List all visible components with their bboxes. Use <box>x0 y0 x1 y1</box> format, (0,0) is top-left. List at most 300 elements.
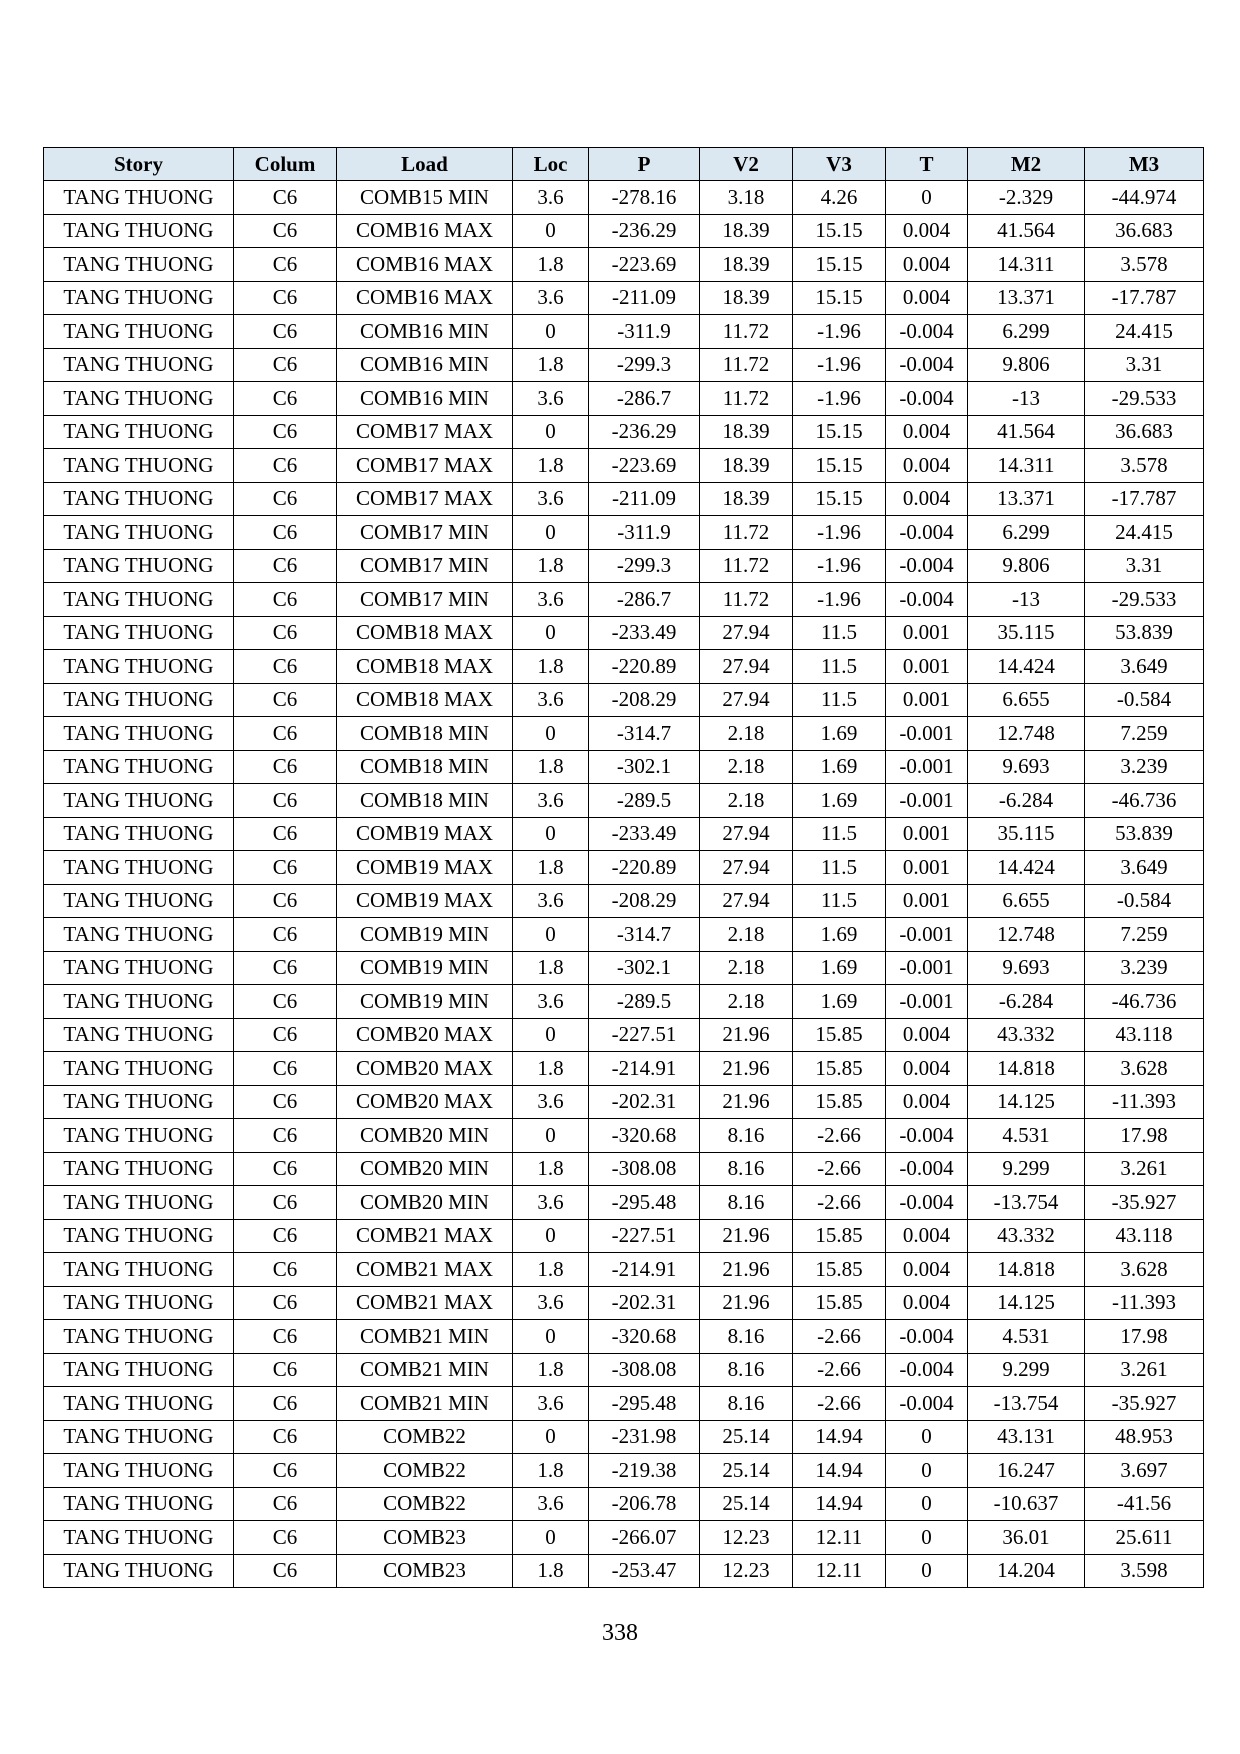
cell-loc: 1.8 <box>513 650 589 684</box>
cell-p: -311.9 <box>589 516 700 550</box>
cell-v3: 11.5 <box>793 683 886 717</box>
cell-t: 0.004 <box>886 1253 968 1287</box>
cell-m3: 3.239 <box>1085 750 1204 784</box>
cell-v2: 12.23 <box>700 1521 793 1555</box>
cell-load: COMB18 MIN <box>337 750 513 784</box>
cell-p: -320.68 <box>589 1119 700 1153</box>
cell-m3: 7.259 <box>1085 717 1204 751</box>
cell-story: TANG THUONG <box>44 1554 234 1588</box>
cell-story: TANG THUONG <box>44 1186 234 1220</box>
cell-v3: 15.85 <box>793 1018 886 1052</box>
cell-t: 0.004 <box>886 281 968 315</box>
cell-story: TANG THUONG <box>44 248 234 282</box>
table-row <box>44 248 1204 282</box>
cell-load: COMB16 MAX <box>337 281 513 315</box>
cell-loc: 3.6 <box>513 985 589 1019</box>
cell-v2: 2.18 <box>700 784 793 818</box>
cell-t: -0.004 <box>886 1320 968 1354</box>
cell-m2: 13.371 <box>968 482 1085 516</box>
cell-m2: 14.125 <box>968 1085 1085 1119</box>
cell-loc: 3.6 <box>513 281 589 315</box>
table-row <box>44 181 1204 215</box>
cell-loc: 0 <box>513 315 589 349</box>
cell-t: 0 <box>886 1521 968 1555</box>
cell-v2: 2.18 <box>700 717 793 751</box>
cell-t: 0.004 <box>886 214 968 248</box>
cell-v2: 2.18 <box>700 985 793 1019</box>
cell-m3: 3.628 <box>1085 1052 1204 1086</box>
cell-t: -0.001 <box>886 985 968 1019</box>
cell-load: COMB17 MIN <box>337 549 513 583</box>
cell-m2: 6.655 <box>968 884 1085 918</box>
cell-p: -314.7 <box>589 918 700 952</box>
table-row <box>44 281 1204 315</box>
cell-p: -295.48 <box>589 1186 700 1220</box>
cell-story: TANG THUONG <box>44 1454 234 1488</box>
cell-loc: 1.8 <box>513 348 589 382</box>
cell-v2: 3.18 <box>700 181 793 215</box>
cell-t: -0.004 <box>886 1152 968 1186</box>
cell-colum: C6 <box>234 884 337 918</box>
cell-story: TANG THUONG <box>44 415 234 449</box>
cell-colum: C6 <box>234 951 337 985</box>
cell-p: -295.48 <box>589 1387 700 1421</box>
cell-v2: 27.94 <box>700 650 793 684</box>
cell-v3: 11.5 <box>793 817 886 851</box>
table-row <box>44 1554 1204 1588</box>
cell-v2: 21.96 <box>700 1286 793 1320</box>
cell-v3: 15.15 <box>793 248 886 282</box>
column-header-t: T <box>886 148 968 181</box>
cell-p: -214.91 <box>589 1253 700 1287</box>
cell-t: 0 <box>886 1554 968 1588</box>
cell-colum: C6 <box>234 415 337 449</box>
cell-t: -0.004 <box>886 348 968 382</box>
cell-t: 0 <box>886 1454 968 1488</box>
cell-p: -214.91 <box>589 1052 700 1086</box>
table-row <box>44 1186 1204 1220</box>
cell-t: 0 <box>886 1420 968 1454</box>
column-header-m3: M3 <box>1085 148 1204 181</box>
cell-m2: 4.531 <box>968 1119 1085 1153</box>
cell-colum: C6 <box>234 1454 337 1488</box>
cell-colum: C6 <box>234 851 337 885</box>
cell-colum: C6 <box>234 348 337 382</box>
table-row <box>44 382 1204 416</box>
cell-t: 0 <box>886 181 968 215</box>
table-row <box>44 1521 1204 1555</box>
cell-loc: 3.6 <box>513 784 589 818</box>
cell-load: COMB16 MIN <box>337 382 513 416</box>
column-header-story: Story <box>44 148 234 181</box>
cell-load: COMB16 MAX <box>337 214 513 248</box>
table-row <box>44 583 1204 617</box>
table-row <box>44 616 1204 650</box>
table-row <box>44 1119 1204 1153</box>
cell-story: TANG THUONG <box>44 1018 234 1052</box>
cell-v3: 1.69 <box>793 951 886 985</box>
table-row <box>44 985 1204 1019</box>
cell-m2: 43.131 <box>968 1420 1085 1454</box>
cell-m3: 48.953 <box>1085 1420 1204 1454</box>
cell-colum: C6 <box>234 315 337 349</box>
cell-story: TANG THUONG <box>44 1152 234 1186</box>
cell-story: TANG THUONG <box>44 549 234 583</box>
cell-loc: 0 <box>513 1521 589 1555</box>
cell-v3: 15.15 <box>793 415 886 449</box>
cell-m3: 53.839 <box>1085 817 1204 851</box>
cell-p: -208.29 <box>589 884 700 918</box>
cell-colum: C6 <box>234 717 337 751</box>
header-row <box>44 148 1204 181</box>
cell-p: -320.68 <box>589 1320 700 1354</box>
cell-p: -231.98 <box>589 1420 700 1454</box>
cell-v2: 25.14 <box>700 1487 793 1521</box>
cell-v3: 12.11 <box>793 1521 886 1555</box>
cell-m3: -29.533 <box>1085 583 1204 617</box>
cell-v2: 18.39 <box>700 449 793 483</box>
cell-colum: C6 <box>234 650 337 684</box>
column-header-p: P <box>589 148 700 181</box>
cell-m2: -10.637 <box>968 1487 1085 1521</box>
cell-story: TANG THUONG <box>44 1119 234 1153</box>
results-table-container <box>43 147 1203 1588</box>
cell-p: -202.31 <box>589 1286 700 1320</box>
cell-colum: C6 <box>234 1219 337 1253</box>
cell-p: -278.16 <box>589 181 700 215</box>
cell-t: -0.004 <box>886 516 968 550</box>
cell-t: 0.001 <box>886 817 968 851</box>
cell-m2: 35.115 <box>968 616 1085 650</box>
cell-m3: -29.533 <box>1085 382 1204 416</box>
cell-p: -202.31 <box>589 1085 700 1119</box>
cell-load: COMB17 MIN <box>337 516 513 550</box>
cell-v3: 14.94 <box>793 1454 886 1488</box>
cell-m2: 36.01 <box>968 1521 1085 1555</box>
cell-story: TANG THUONG <box>44 214 234 248</box>
cell-t: -0.004 <box>886 549 968 583</box>
cell-loc: 1.8 <box>513 1152 589 1186</box>
cell-load: COMB17 MAX <box>337 449 513 483</box>
cell-load: COMB23 <box>337 1554 513 1588</box>
cell-v3: 11.5 <box>793 616 886 650</box>
cell-loc: 3.6 <box>513 683 589 717</box>
cell-p: -253.47 <box>589 1554 700 1588</box>
cell-t: -0.004 <box>886 583 968 617</box>
cell-story: TANG THUONG <box>44 750 234 784</box>
cell-colum: C6 <box>234 449 337 483</box>
cell-v2: 8.16 <box>700 1186 793 1220</box>
cell-v2: 8.16 <box>700 1320 793 1354</box>
cell-t: -0.001 <box>886 951 968 985</box>
cell-loc: 1.8 <box>513 1052 589 1086</box>
cell-v3: -2.66 <box>793 1353 886 1387</box>
cell-loc: 1.8 <box>513 1554 589 1588</box>
cell-t: 0.001 <box>886 683 968 717</box>
cell-m3: 24.415 <box>1085 315 1204 349</box>
cell-m3: 3.261 <box>1085 1152 1204 1186</box>
cell-p: -233.49 <box>589 616 700 650</box>
cell-t: -0.004 <box>886 315 968 349</box>
cell-v2: 11.72 <box>700 382 793 416</box>
cell-m3: -46.736 <box>1085 784 1204 818</box>
cell-v2: 2.18 <box>700 951 793 985</box>
table-row <box>44 817 1204 851</box>
table-body <box>44 181 1204 1588</box>
cell-load: COMB20 MIN <box>337 1152 513 1186</box>
cell-v3: -1.96 <box>793 549 886 583</box>
cell-story: TANG THUONG <box>44 683 234 717</box>
cell-m3: 53.839 <box>1085 616 1204 650</box>
cell-m3: 17.98 <box>1085 1320 1204 1354</box>
cell-colum: C6 <box>234 583 337 617</box>
cell-v3: -2.66 <box>793 1152 886 1186</box>
table-row <box>44 1454 1204 1488</box>
cell-p: -206.78 <box>589 1487 700 1521</box>
cell-loc: 3.6 <box>513 583 589 617</box>
cell-m2: 35.115 <box>968 817 1085 851</box>
cell-v3: 15.85 <box>793 1286 886 1320</box>
cell-t: 0.001 <box>886 616 968 650</box>
table-row <box>44 918 1204 952</box>
cell-p: -308.08 <box>589 1152 700 1186</box>
cell-p: -211.09 <box>589 482 700 516</box>
cell-v3: -1.96 <box>793 382 886 416</box>
cell-loc: 0 <box>513 516 589 550</box>
cell-loc: 0 <box>513 817 589 851</box>
cell-m2: 16.247 <box>968 1454 1085 1488</box>
cell-v3: -2.66 <box>793 1186 886 1220</box>
cell-v3: 15.15 <box>793 482 886 516</box>
cell-m3: -11.393 <box>1085 1286 1204 1320</box>
cell-t: -0.004 <box>886 1353 968 1387</box>
table-row <box>44 884 1204 918</box>
cell-v3: -1.96 <box>793 348 886 382</box>
cell-load: COMB22 <box>337 1420 513 1454</box>
cell-colum: C6 <box>234 616 337 650</box>
cell-v2: 27.94 <box>700 884 793 918</box>
cell-loc: 0 <box>513 415 589 449</box>
cell-m2: 12.748 <box>968 918 1085 952</box>
cell-colum: C6 <box>234 1353 337 1387</box>
cell-m2: 9.693 <box>968 951 1085 985</box>
column-header-v3: V3 <box>793 148 886 181</box>
cell-v3: 11.5 <box>793 884 886 918</box>
table-row <box>44 1487 1204 1521</box>
column-header-loc: Loc <box>513 148 589 181</box>
cell-v3: 1.69 <box>793 717 886 751</box>
cell-m2: 43.332 <box>968 1018 1085 1052</box>
cell-load: COMB22 <box>337 1487 513 1521</box>
cell-t: -0.004 <box>886 1387 968 1421</box>
table-row <box>44 784 1204 818</box>
cell-v3: -1.96 <box>793 583 886 617</box>
cell-m2: 9.806 <box>968 348 1085 382</box>
cell-loc: 0 <box>513 1320 589 1354</box>
cell-v3: -1.96 <box>793 315 886 349</box>
cell-m3: 36.683 <box>1085 415 1204 449</box>
cell-p: -220.89 <box>589 851 700 885</box>
cell-m2: 9.693 <box>968 750 1085 784</box>
cell-m2: 14.818 <box>968 1253 1085 1287</box>
cell-loc: 0 <box>513 1119 589 1153</box>
cell-colum: C6 <box>234 985 337 1019</box>
table-row <box>44 951 1204 985</box>
cell-colum: C6 <box>234 784 337 818</box>
cell-story: TANG THUONG <box>44 1286 234 1320</box>
table-row <box>44 415 1204 449</box>
cell-story: TANG THUONG <box>44 1320 234 1354</box>
cell-v3: 4.26 <box>793 181 886 215</box>
cell-load: COMB19 MIN <box>337 918 513 952</box>
cell-m2: -2.329 <box>968 181 1085 215</box>
cell-m2: 12.748 <box>968 717 1085 751</box>
cell-m3: -35.927 <box>1085 1186 1204 1220</box>
cell-story: TANG THUONG <box>44 817 234 851</box>
cell-loc: 1.8 <box>513 851 589 885</box>
cell-load: COMB16 MAX <box>337 248 513 282</box>
cell-m3: 43.118 <box>1085 1018 1204 1052</box>
cell-story: TANG THUONG <box>44 1219 234 1253</box>
table-row <box>44 1353 1204 1387</box>
table-row <box>44 717 1204 751</box>
cell-v2: 8.16 <box>700 1353 793 1387</box>
cell-v3: 15.85 <box>793 1085 886 1119</box>
cell-v2: 18.39 <box>700 415 793 449</box>
cell-loc: 3.6 <box>513 1487 589 1521</box>
cell-v3: 14.94 <box>793 1487 886 1521</box>
cell-m2: 43.332 <box>968 1219 1085 1253</box>
cell-load: COMB18 MAX <box>337 616 513 650</box>
column-header-m2: M2 <box>968 148 1085 181</box>
table-row <box>44 1085 1204 1119</box>
column-header-load: Load <box>337 148 513 181</box>
cell-story: TANG THUONG <box>44 1353 234 1387</box>
table-row <box>44 1286 1204 1320</box>
cell-m3: 36.683 <box>1085 214 1204 248</box>
cell-load: COMB17 MIN <box>337 583 513 617</box>
cell-colum: C6 <box>234 181 337 215</box>
cell-v2: 18.39 <box>700 482 793 516</box>
cell-m2: 9.299 <box>968 1353 1085 1387</box>
cell-v3: 1.69 <box>793 918 886 952</box>
cell-v3: 15.85 <box>793 1219 886 1253</box>
cell-m3: -46.736 <box>1085 985 1204 1019</box>
cell-p: -314.7 <box>589 717 700 751</box>
cell-m2: 13.371 <box>968 281 1085 315</box>
cell-colum: C6 <box>234 382 337 416</box>
cell-v2: 2.18 <box>700 750 793 784</box>
cell-t: 0.004 <box>886 1052 968 1086</box>
cell-t: 0.001 <box>886 851 968 885</box>
column-header-v2: V2 <box>700 148 793 181</box>
cell-m2: 14.125 <box>968 1286 1085 1320</box>
cell-colum: C6 <box>234 549 337 583</box>
cell-m3: 3.649 <box>1085 650 1204 684</box>
cell-v2: 11.72 <box>700 315 793 349</box>
cell-load: COMB18 MAX <box>337 683 513 717</box>
cell-colum: C6 <box>234 1320 337 1354</box>
cell-colum: C6 <box>234 1253 337 1287</box>
cell-t: -0.001 <box>886 750 968 784</box>
cell-m2: 41.564 <box>968 214 1085 248</box>
cell-m3: 3.578 <box>1085 248 1204 282</box>
cell-load: COMB20 MIN <box>337 1119 513 1153</box>
cell-load: COMB15 MIN <box>337 181 513 215</box>
cell-t: 0 <box>886 1487 968 1521</box>
cell-loc: 3.6 <box>513 482 589 516</box>
cell-p: -223.69 <box>589 248 700 282</box>
cell-m3: 3.598 <box>1085 1554 1204 1588</box>
cell-loc: 0 <box>513 214 589 248</box>
cell-loc: 3.6 <box>513 884 589 918</box>
cell-load: COMB17 MAX <box>337 415 513 449</box>
cell-loc: 3.6 <box>513 1387 589 1421</box>
cell-story: TANG THUONG <box>44 315 234 349</box>
cell-story: TANG THUONG <box>44 616 234 650</box>
cell-colum: C6 <box>234 918 337 952</box>
cell-v3: 15.15 <box>793 281 886 315</box>
cell-v2: 27.94 <box>700 616 793 650</box>
cell-story: TANG THUONG <box>44 784 234 818</box>
cell-loc: 3.6 <box>513 382 589 416</box>
cell-t: -0.001 <box>886 717 968 751</box>
cell-p: -236.29 <box>589 214 700 248</box>
cell-m3: 3.239 <box>1085 951 1204 985</box>
cell-v2: 18.39 <box>700 214 793 248</box>
cell-p: -227.51 <box>589 1219 700 1253</box>
cell-t: -0.004 <box>886 1186 968 1220</box>
cell-colum: C6 <box>234 1186 337 1220</box>
cell-t: 0.004 <box>886 248 968 282</box>
cell-v3: 1.69 <box>793 784 886 818</box>
cell-v2: 8.16 <box>700 1152 793 1186</box>
cell-load: COMB21 MIN <box>337 1353 513 1387</box>
cell-m3: -44.974 <box>1085 181 1204 215</box>
cell-loc: 0 <box>513 1018 589 1052</box>
cell-v2: 25.14 <box>700 1454 793 1488</box>
cell-t: 0.004 <box>886 415 968 449</box>
table-row <box>44 449 1204 483</box>
cell-v3: -2.66 <box>793 1320 886 1354</box>
cell-story: TANG THUONG <box>44 382 234 416</box>
cell-v2: 21.96 <box>700 1085 793 1119</box>
cell-v3: 1.69 <box>793 985 886 1019</box>
table-row <box>44 482 1204 516</box>
cell-story: TANG THUONG <box>44 951 234 985</box>
cell-t: 0.004 <box>886 1018 968 1052</box>
cell-load: COMB23 <box>337 1521 513 1555</box>
cell-loc: 1.8 <box>513 1454 589 1488</box>
cell-load: COMB18 MIN <box>337 717 513 751</box>
cell-colum: C6 <box>234 1286 337 1320</box>
cell-v2: 18.39 <box>700 281 793 315</box>
cell-story: TANG THUONG <box>44 650 234 684</box>
cell-p: -208.29 <box>589 683 700 717</box>
cell-colum: C6 <box>234 1119 337 1153</box>
cell-m2: 14.818 <box>968 1052 1085 1086</box>
page-number: 338 <box>602 1620 638 1646</box>
cell-load: COMB18 MAX <box>337 650 513 684</box>
cell-p: -266.07 <box>589 1521 700 1555</box>
cell-v2: 21.96 <box>700 1219 793 1253</box>
cell-v3: 15.85 <box>793 1052 886 1086</box>
cell-m3: -11.393 <box>1085 1085 1204 1119</box>
table-row <box>44 214 1204 248</box>
cell-colum: C6 <box>234 482 337 516</box>
cell-story: TANG THUONG <box>44 449 234 483</box>
cell-load: COMB21 MAX <box>337 1286 513 1320</box>
